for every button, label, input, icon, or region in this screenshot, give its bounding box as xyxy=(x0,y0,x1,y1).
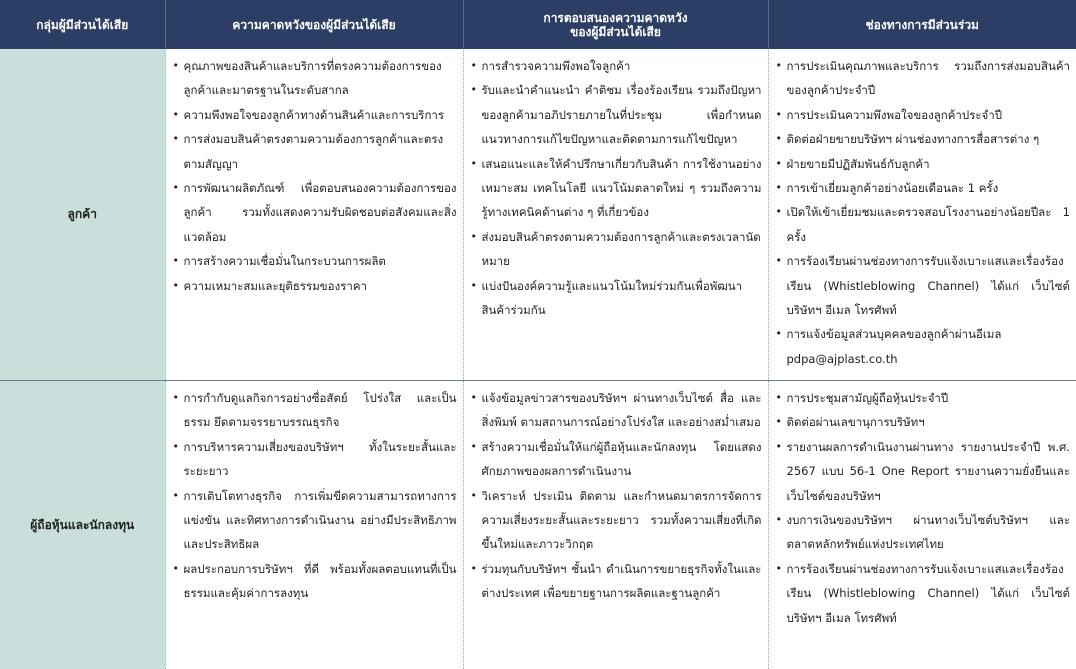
expectation-list xyxy=(172,54,457,298)
response-list xyxy=(470,386,762,606)
expectation-cell xyxy=(165,381,463,669)
list-item: • การแจ้งข้อมูลส่วนบุคคลของลูกค้าผ่านอีเมล pdpa@ajplast.co.th xyxy=(775,322,1071,371)
list-item: • ผลประกอบการบริษัทฯ ที่ดี พร้อมทั้งผลตอบแทนที่เป็นธรรมและคุ้มค่าการลงทุน xyxy=(172,557,457,606)
group-cell: ผู้ถือหุ้นและนักลงทุน xyxy=(0,381,165,669)
list-item: • การร้องเรียนผ่านช่องทางการรับแจ้งเบาะแสและเรื่องร้องเรียน (Whistleblowing Channel) ได้แก่ เว็บไซต์บริษัทฯ อีเมล โทรศัพท์ xyxy=(775,249,1071,322)
list-item: • การเข้าเยี่ยมลูกค้าอย่างน้อยเดือนละ 1 ครั้ง xyxy=(775,176,1071,200)
list-item: • การร้องเรียนผ่านช่องทางการรับแจ้งเบาะแสและเรื่องร้องเรียน (Whistleblowing Channel) ได้แก่ เว็บไซต์บริษัทฯ อีเมล โทรศัพท์ xyxy=(775,557,1071,630)
table-row-shareholders xyxy=(0,381,1076,669)
list-item: • การพัฒนาผลิตภัณฑ์ เพื่อตอบสนองความต้องการของลูกค้า รวมทั้งแสดงความรับผิดชอบต่อสังคมและสิ่งแวดล้อม xyxy=(172,176,457,249)
list-item: • ความพึงพอใจของลูกค้าทางด้านสินค้าและการบริการ xyxy=(172,103,457,127)
list-item: • การบริหารความเสี่ยงของบริษัทฯ ทั้งในระยะสั้นและระยะยาว xyxy=(172,435,457,484)
list-item: • การส่งมอบสินค้าตรงตามความต้องการลูกค้าและตรงตามสัญญา xyxy=(172,127,457,176)
list-item: • เสนอแนะและให้คำปรึกษาเกี่ยวกับสินค้า การใช้งานอย่างเหมาะสม เทคโนโลยี แนวโน้มตลาดใหม่ ๆ รวมถึงความรู้ทางเทคนิคด้านต่าง ๆ ที่เกี่ยวข้อง xyxy=(470,152,762,225)
list-item: • การเติบโตทางธุรกิจ การเพิ่มขีดความสามารถทางการแข่งขัน และทิศทางการดำเนินงาน อย่างมีประสิทธิภาพและประสิทธิผล xyxy=(172,484,457,557)
list-item: • คุณภาพของสินค้าและบริการที่ตรงความต้องการของลูกค้าและมาตรฐานในระดับสากล xyxy=(172,54,457,103)
channel-list xyxy=(775,386,1071,630)
expectation-list xyxy=(172,386,457,606)
list-item: • การสร้างความเชื่อมั่นในกระบวนการผลิต xyxy=(172,249,457,273)
list-item: • การประเมินความพึงพอใจของลูกค้าประจำปี xyxy=(775,103,1071,127)
header-response xyxy=(463,0,768,49)
list-item: • วิเคราะห์ ประเมิน ติดตาม และกำหนดมาตรการจัดการความเสี่ยงระยะสั้นและระยะยาว รวมทั้งความเสี่ยงที่เกิดขึ้นใหม่และภาวะวิกฤต xyxy=(470,484,762,557)
list-item: • ฝ่ายขายมีปฏิสัมพันธ์กับลูกค้า xyxy=(775,152,1071,176)
response-list xyxy=(470,54,762,322)
list-item: • งบการเงินของบริษัทฯ ผ่านทางเว็บไซต์บริษัทฯ และตลาดหลักทรัพย์แห่งประเทศไทย xyxy=(775,508,1071,557)
response-cell xyxy=(463,381,768,669)
channel-list xyxy=(775,54,1071,371)
group-cell: ลูกค้า xyxy=(0,49,165,381)
list-item: • ร่วมทุนกับบริษัทฯ ชั้นนำ ดำเนินการขยายธุรกิจทั้งในและต่างประเทศ เพื่อขยายฐานการผลิตและฐานลูกค้า xyxy=(470,557,762,606)
response-cell xyxy=(463,49,768,381)
list-item: • ติดต่อผ่านเลขานุการบริษัทฯ xyxy=(775,410,1071,434)
header-row xyxy=(0,0,1076,49)
list-item: • สร้างความเชื่อมั่นให้แก่ผู้ถือหุ้นและนักลงทุน โดยแสดงศักยภาพของผลการดำเนินงาน xyxy=(470,435,762,484)
header-channel: ช่องทางการมีส่วนร่วม xyxy=(768,0,1076,49)
header-response-line2: ของผู้มีส่วนได้เสีย xyxy=(470,25,762,39)
list-item: • รายงานผลการดำเนินงานผ่านทาง รายงานประจำปี พ.ศ. 2567 แบบ 56-1 One Report รายงานความยั่งยืนและเว็บไซต์ของบริษัทฯ xyxy=(775,435,1071,508)
list-item: • การสำรวจความพึงพอใจลูกค้า xyxy=(470,54,762,78)
list-item: • ส่งมอบสินค้าตรงตามความต้องการลูกค้าและตรงเวลานัดหมาย xyxy=(470,225,762,274)
expectation-cell xyxy=(165,49,463,381)
header-group: กลุ่มผู้มีส่วนได้เสีย xyxy=(0,0,165,49)
header-expectation: ความคาดหวังของผู้มีส่วนได้เสีย xyxy=(165,0,463,49)
list-item: • ติดต่อฝ่ายขายบริษัทฯ ผ่านช่องทางการสื่อสารต่าง ๆ xyxy=(775,127,1071,151)
list-item: • การกำกับดูแลกิจการอย่างซื่อสัตย์ โปร่งใส และเป็นธรรม ยึดตามจรรยาบรรณธุรกิจ xyxy=(172,386,457,435)
list-item: • รับและนำคำแนะนำ คำติชม เรื่องร้องเรียน รวมถึงปัญหาของลูกค้ามาอภิปรายภายในที่ประชุม เพื่อกำหนดแนวทางการแก้ไขปัญหาและติดตามการแก้ไขปัญหา xyxy=(470,78,762,151)
channel-cell xyxy=(768,49,1076,381)
channel-cell xyxy=(768,381,1076,669)
list-item: • การประเมินคุณภาพและบริการ รวมถึงการส่งมอบสินค้าของลูกค้าประจำปี xyxy=(775,54,1071,103)
header-response-line1: การตอบสนองความคาดหวัง xyxy=(470,11,762,25)
table-row-customers xyxy=(0,49,1076,381)
list-item: • ความเหมาะสมและยุติธรรมของราคา xyxy=(172,274,457,298)
list-item: • แบ่งปันองค์ความรู้และแนวโน้มใหม่ร่วมกันเพื่อพัฒนาสินค้าร่วมกัน xyxy=(470,274,762,323)
list-item: • แจ้งข้อมูลข่าวสารของบริษัทฯ ผ่านทางเว็บไซต์ สื่อ และสิ่งพิมพ์ ตามสถานการณ์อย่างโปร่งใส และอย่างสม่ำเสมอ xyxy=(470,386,762,435)
list-item: • เปิดให้เข้าเยี่ยมชมและตรวจสอบโรงงานอย่างน้อยปีละ 1 ครั้ง xyxy=(775,200,1071,249)
list-item: • การประชุมสามัญผู้ถือหุ้นประจำปี xyxy=(775,386,1071,410)
